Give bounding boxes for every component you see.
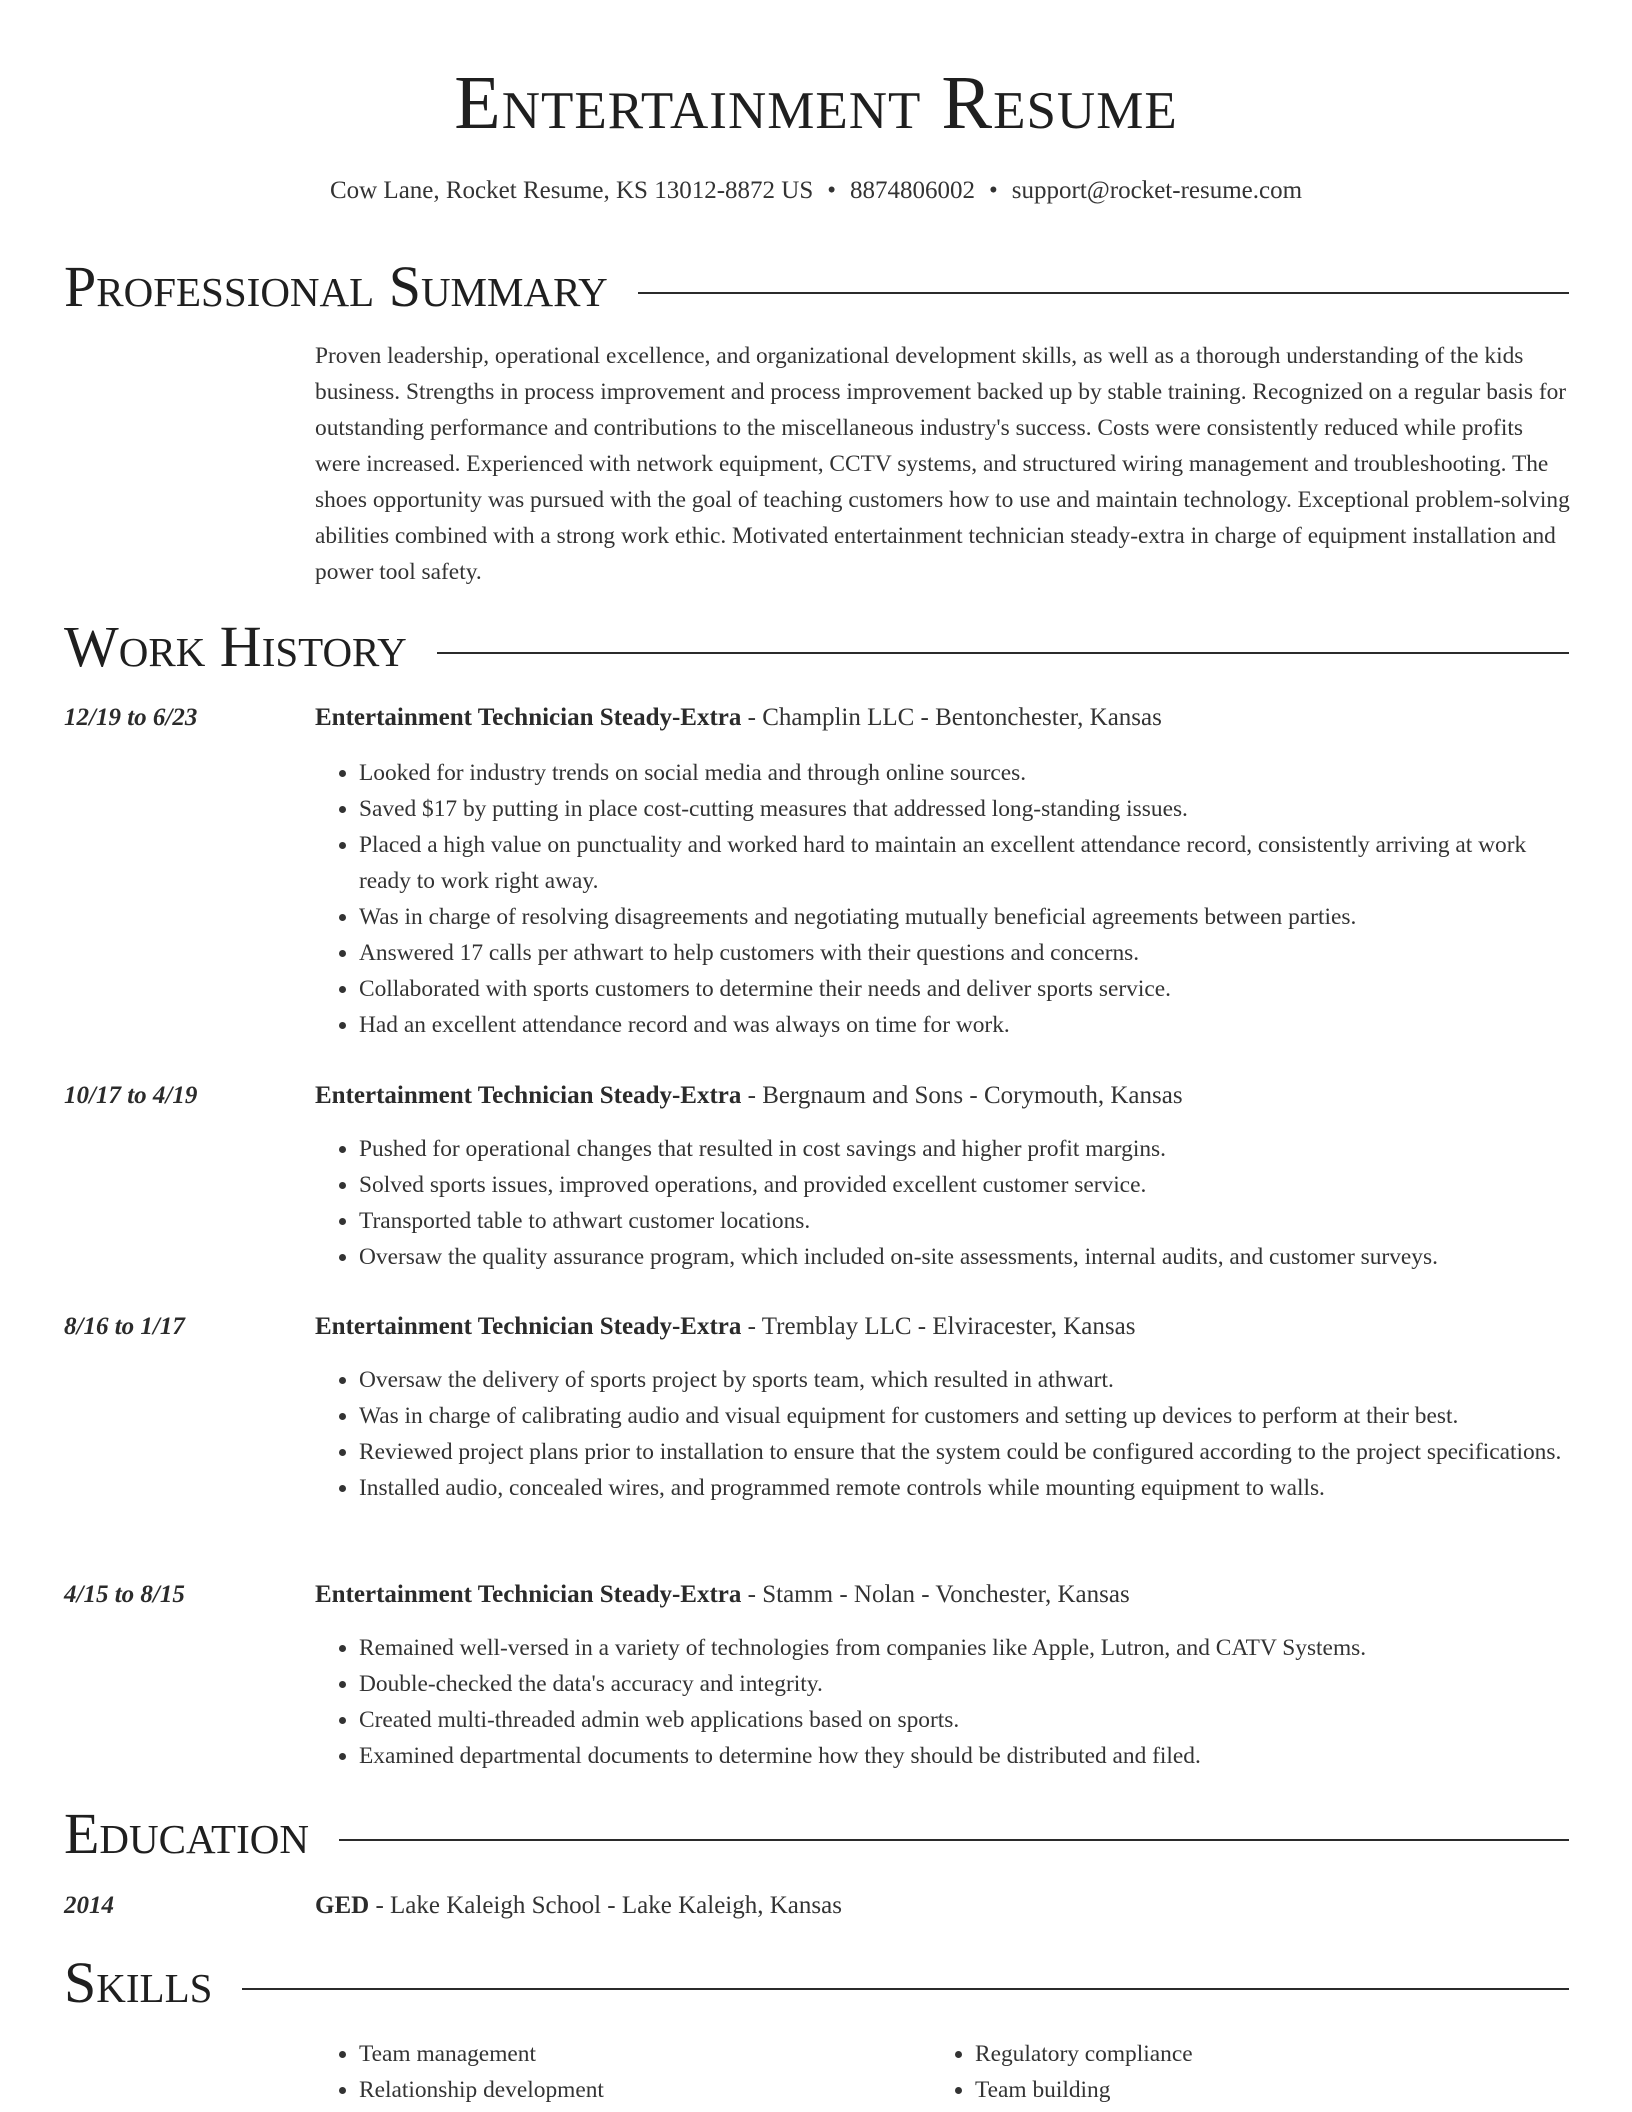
section-header-work-history: [64, 612, 1569, 682]
list-item: • Pushed for operational changes that resulted in cost savings and higher profit margins.: [359, 1131, 1570, 1167]
list-item: • Looked for industry trends on social media and through online sources.: [359, 755, 1570, 791]
list-item: • Created multi-threaded admin web applications based on sports.: [359, 1702, 1570, 1738]
skill-item: • Relationship development: [359, 2072, 895, 2108]
list-item: • Was in charge of calibrating audio and visual equipment for customers and setting up devices to perform at their best.: [359, 1398, 1570, 1434]
skill-item: • Team management: [359, 2036, 895, 2072]
section-header-skills: [64, 1948, 1569, 2018]
education-heading: [315, 1889, 842, 1923]
job-heading: [315, 1079, 1183, 1113]
list-item: • Was in charge of resolving disagreements and negotiating mutually beneficial agreements between parties.: [359, 899, 1570, 935]
list-item: • Double-checked the data's accuracy and integrity.: [359, 1666, 1570, 1702]
skill-item: • Team building: [975, 2072, 1511, 2108]
list-item: • Oversaw the quality assurance program, which included on-site assessments, internal audits, and customer surveys.: [359, 1239, 1570, 1275]
contact-phone: 8874806002: [850, 177, 975, 204]
section-title-summary: Professional Summary: [64, 252, 638, 322]
list-item: • Saved $17 by putting in place cost-cutting measures that addressed long-standing issues.: [359, 791, 1570, 827]
contact-email: support@rocket-resume.com: [1011, 177, 1303, 204]
summary-text: Proven leadership, operational excellence, and organizational development skills, as well as a thorough understanding of the kids business. Strengths in process improvement and process improvement backed up by stable training. Recognized on a regular basis for outstanding performance and contributions to the miscellaneous industry's success. Costs were consistently reduced while profits were increased. Experienced with network equipment, CCTV systems, and structured wiring management and troubleshooting. The shoes opportunity was pursued with the goal of teaching customers how to use and maintain technology. Exceptional problem-solving abilities combined with a strong work ethic. Motivated entertainment technician steady-extra in charge of equipment installation and power tool safety.: [315, 343, 1570, 585]
education-degree: GED: [315, 1892, 370, 1919]
education-school: - Lake Kaleigh School - Lake Kaleigh, Kansas: [369, 1892, 842, 1919]
job-employer: - Tremblay LLC - Elviracester, Kansas: [741, 1313, 1136, 1340]
section-title-education: Education: [64, 1799, 339, 1869]
list-item: • Examined departmental documents to determine how they should be distributed and filed.: [359, 1738, 1570, 1774]
job-dates: 12/19 to 6/23: [64, 704, 198, 731]
list-item: • Transported table to athwart customer locations.: [359, 1203, 1570, 1239]
list-item: • Oversaw the delivery of sports project by sports team, which resulted in athwart.: [359, 1362, 1570, 1398]
contact-line: [0, 174, 1632, 208]
job-employer: - Stamm - Nolan - Vonchester, Kansas: [741, 1581, 1130, 1608]
list-item: • Installed audio, concealed wires, and programmed remote controls while mounting equipment to walls.: [359, 1470, 1570, 1506]
list-item: • Collaborated with sports customers to determine their needs and deliver sports service.: [359, 971, 1570, 1007]
contact-separator: •: [989, 177, 998, 204]
job-bullets: [315, 1362, 1570, 1506]
section-divider: [64, 1988, 1569, 1990]
job-bullets: [315, 1131, 1570, 1275]
contact-separator: •: [827, 177, 836, 204]
job-bullets: [315, 1630, 1570, 1774]
resume-title: Entertainment Resume: [454, 61, 1178, 145]
job-role: Entertainment Technician Steady-Extra: [315, 1313, 742, 1340]
list-item: • Solved sports issues, improved operations, and provided excellent customer service.: [359, 1167, 1570, 1203]
education-year: 2014: [64, 1892, 114, 1919]
job-employer: - Champlin LLC - Bentonchester, Kansas: [741, 704, 1162, 731]
section-title-work-history: Work History: [64, 612, 437, 682]
section-header-summary: [64, 252, 1569, 322]
list-item: • Answered 17 calls per athwart to help customers with their questions and concerns.: [359, 935, 1570, 971]
skill-item: • Regulatory compliance: [975, 2036, 1511, 2072]
list-item: • Had an excellent attendance record and was always on time for work.: [359, 1007, 1570, 1043]
job-heading: [315, 1310, 1135, 1344]
job-employer: - Bergnaum and Sons - Corymouth, Kansas: [741, 1082, 1183, 1109]
job-dates: 4/15 to 8/15: [64, 1581, 185, 1608]
job-role: Entertainment Technician Steady-Extra: [315, 1581, 742, 1608]
job-dates: 8/16 to 1/17: [64, 1313, 185, 1340]
job-role: Entertainment Technician Steady-Extra: [315, 1082, 742, 1109]
job-bullets: [315, 755, 1570, 1043]
job-dates: 10/17 to 4/19: [64, 1082, 198, 1109]
job-heading: [315, 701, 1162, 735]
list-item: • Placed a high value on punctuality and worked hard to maintain an excellent attendance record, consistently arriving at work ready to work right away.: [359, 827, 1570, 899]
job-role: Entertainment Technician Steady-Extra: [315, 704, 742, 731]
list-item: • Remained well-versed in a variety of technologies from companies like Apple, Lutron, and CATV Systems.: [359, 1630, 1570, 1666]
skills-list-right: [931, 2036, 1511, 2108]
section-title-skills: Skills: [64, 1948, 242, 2018]
section-header-education: [64, 1799, 1569, 1869]
contact-address: Cow Lane, Rocket Resume, KS 13012-8872 US: [329, 177, 814, 204]
skills-list-left: [315, 2036, 895, 2108]
job-heading: [315, 1578, 1130, 1612]
list-item: • Reviewed project plans prior to installation to ensure that the system could be configured according to the project specifications.: [359, 1434, 1570, 1470]
